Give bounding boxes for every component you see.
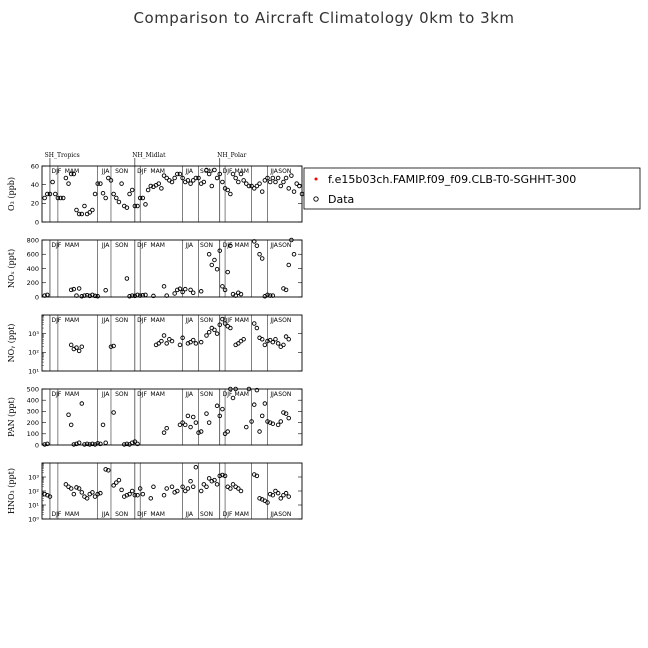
season-label: MAM	[64, 168, 80, 175]
data-point	[128, 192, 132, 196]
data-point	[67, 182, 71, 186]
season-label: SON	[200, 511, 214, 518]
season-label: DJF	[51, 391, 62, 398]
season-label: JJA	[101, 317, 110, 324]
data-point	[234, 176, 238, 180]
data-point	[260, 414, 264, 418]
data-point	[191, 415, 195, 419]
data-point	[191, 485, 195, 489]
data-point	[130, 489, 134, 493]
data-point	[210, 263, 214, 267]
season-label: DJF	[137, 511, 147, 518]
data-point	[178, 343, 182, 347]
y-axis-label: HNO₃ (ppt)	[7, 468, 16, 514]
data-point	[162, 493, 166, 497]
data-point	[226, 430, 230, 434]
season-label: MAM	[234, 391, 249, 398]
data-point	[282, 180, 286, 184]
data-point	[130, 188, 134, 192]
data-point	[242, 179, 246, 183]
region-label: SH_Tropics	[44, 152, 80, 159]
data-point	[191, 338, 195, 342]
data-point	[53, 192, 57, 196]
data-point	[215, 332, 219, 336]
season-label: JJA	[185, 511, 193, 518]
data-point	[199, 290, 203, 294]
data-point	[104, 441, 108, 445]
data-point	[252, 322, 256, 326]
panel-1	[7, 162, 304, 226]
data-point	[93, 192, 97, 196]
season-label: JJA	[270, 511, 278, 518]
data-point	[104, 196, 108, 200]
data-point	[287, 337, 291, 341]
data-point	[207, 330, 211, 334]
legend-data-label: Data	[328, 193, 355, 206]
data-point	[205, 334, 209, 338]
data-point	[69, 423, 73, 427]
data-point	[117, 478, 121, 482]
data-point	[229, 326, 233, 330]
data-point	[162, 431, 166, 435]
y-axis-label: PAN (ppt)	[7, 397, 16, 437]
data-point	[287, 416, 291, 420]
data-point	[205, 485, 209, 489]
y-tick-label: 600	[26, 250, 39, 259]
y-tick-label: 60	[30, 162, 39, 171]
data-point	[101, 423, 105, 427]
data-point	[287, 263, 291, 267]
season-label: DJF	[222, 511, 233, 518]
legend-model-label: f.e15b03ch.FAMIP.f09_f09.CLB-T0-SGHHT-300	[328, 173, 577, 186]
data-point	[215, 483, 219, 487]
data-point	[263, 343, 267, 347]
data-point	[120, 182, 124, 186]
data-point	[205, 412, 209, 416]
season-label: MAM	[150, 168, 165, 175]
season-label: DJF	[222, 168, 233, 175]
data-point	[51, 180, 55, 184]
y-tick-label: 20	[30, 199, 39, 208]
data-point	[141, 492, 145, 496]
data-point	[274, 337, 278, 341]
data-point	[189, 425, 193, 429]
data-point	[207, 252, 211, 256]
data-point	[77, 349, 81, 353]
data-point	[229, 192, 233, 196]
data-point	[160, 339, 164, 343]
legend-data-marker	[314, 197, 318, 201]
data-point	[43, 196, 47, 200]
y-axis-label: NOₓ (ppt)	[7, 248, 16, 289]
data-point	[207, 421, 211, 425]
y-tick-label: 10³	[28, 329, 39, 338]
data-point	[215, 267, 219, 271]
data-point	[125, 277, 129, 281]
season-label: SON	[115, 242, 129, 249]
data-point	[287, 187, 291, 191]
season-label: SON	[278, 317, 292, 324]
data-point	[239, 489, 243, 493]
season-label: MAM	[150, 242, 165, 249]
data-point	[189, 479, 193, 483]
data-point	[215, 404, 219, 408]
data-point	[77, 287, 81, 291]
season-label: JJA	[270, 317, 278, 324]
data-point	[80, 345, 84, 349]
season-label: MAM	[150, 511, 165, 518]
y-tick-label: 0	[34, 293, 39, 302]
data-point	[80, 402, 84, 406]
season-label: JJA	[101, 168, 110, 175]
data-point	[279, 497, 283, 501]
data-point	[199, 340, 203, 344]
data-point	[170, 485, 174, 489]
y-tick-label: 500	[26, 385, 39, 394]
data-point	[64, 176, 68, 180]
data-point	[112, 411, 116, 415]
data-point	[162, 334, 166, 338]
data-point	[165, 426, 169, 430]
season-label: SON	[278, 242, 292, 249]
season-label: DJF	[137, 317, 147, 324]
season-label: DJF	[51, 317, 62, 324]
data-point	[194, 421, 198, 425]
data-point	[183, 423, 187, 427]
data-point	[194, 342, 198, 346]
y-tick-label: 10¹	[28, 501, 39, 510]
season-label: SON	[200, 317, 214, 324]
data-point	[160, 187, 164, 191]
y-tick-label: 200	[26, 279, 39, 288]
season-label: SON	[115, 168, 129, 175]
data-point	[237, 180, 241, 184]
data-point	[263, 402, 267, 406]
season-label: JJA	[185, 168, 193, 175]
region-label: NH_Polar	[217, 152, 247, 159]
data-point	[117, 200, 121, 204]
data-point	[112, 192, 116, 196]
season-label: JJA	[270, 242, 278, 249]
season-label: DJF	[137, 168, 147, 175]
season-label: MAM	[234, 168, 249, 175]
y-tick-label: 300	[26, 407, 39, 416]
data-point	[255, 244, 259, 248]
data-point	[210, 184, 214, 188]
y-tick-label: 10²	[28, 487, 39, 496]
data-point	[213, 258, 217, 262]
season-label: MAM	[234, 317, 249, 324]
season-label: DJF	[51, 511, 62, 518]
season-label: MAM	[234, 511, 249, 518]
panel-4	[7, 385, 302, 449]
data-point	[183, 287, 187, 291]
data-point	[173, 176, 177, 180]
data-point	[101, 191, 105, 195]
legend-model-marker	[315, 178, 318, 181]
y-tick-label: 40	[30, 180, 39, 189]
season-label: MAM	[64, 391, 80, 398]
chart-title: Comparison to Aircraft Climatology 0km to 3km	[133, 9, 515, 27]
data-point	[255, 326, 259, 330]
season-label: MAM	[150, 317, 165, 324]
legend	[304, 168, 640, 209]
data-point	[221, 180, 225, 184]
data-point	[276, 176, 280, 180]
data-point	[260, 190, 264, 194]
y-tick-label: 0	[34, 218, 39, 227]
data-point	[72, 492, 76, 496]
data-point	[114, 196, 118, 200]
data-point	[276, 423, 280, 427]
data-point	[242, 337, 246, 341]
season-label: MAM	[64, 511, 80, 518]
y-tick-label: 10³	[28, 473, 39, 482]
y-tick-label: 10²	[28, 348, 39, 357]
data-point	[120, 488, 124, 492]
data-point	[173, 292, 177, 296]
data-point	[258, 182, 262, 186]
y-tick-label: 0	[34, 441, 39, 450]
panel-2	[7, 236, 302, 301]
data-point	[67, 413, 71, 417]
season-label: SON	[278, 511, 292, 518]
y-tick-label: 800	[26, 236, 39, 245]
panel-3	[7, 315, 302, 375]
data-point	[170, 339, 174, 343]
season-label: DJF	[137, 242, 147, 249]
data-point	[276, 491, 280, 495]
panels-group	[7, 152, 304, 523]
data-point	[260, 257, 264, 261]
data-point	[146, 188, 150, 192]
data-point	[252, 403, 256, 407]
data-point	[276, 342, 280, 346]
region-label: NH_Midlat	[132, 152, 166, 159]
season-label: SON	[278, 168, 292, 175]
data-point	[149, 497, 153, 501]
data-point	[186, 414, 190, 418]
season-label: MAM	[150, 391, 165, 398]
data-point	[274, 180, 278, 184]
season-label: SON	[115, 511, 129, 518]
y-tick-label: 400	[26, 396, 39, 405]
season-label: DJF	[137, 391, 147, 398]
data-point	[284, 491, 288, 495]
data-point	[290, 174, 294, 178]
y-tick-label: 400	[26, 264, 39, 273]
y-tick-label: 10¹	[28, 367, 39, 376]
season-label: DJF	[222, 242, 233, 249]
data-point	[258, 252, 262, 256]
data-point	[244, 425, 248, 429]
season-label: SON	[278, 391, 292, 398]
data-point	[226, 270, 230, 274]
season-label: JJA	[270, 391, 278, 398]
season-label: DJF	[222, 391, 233, 398]
data-point	[258, 430, 262, 434]
season-label: DJF	[51, 242, 62, 249]
data-point	[282, 343, 286, 347]
data-point	[91, 208, 95, 212]
data-point	[221, 407, 225, 411]
season-label: MAM	[64, 317, 80, 324]
data-point	[83, 204, 87, 208]
data-point	[279, 420, 283, 424]
season-label: JJA	[101, 242, 110, 249]
data-point	[213, 168, 217, 172]
data-point	[213, 328, 217, 332]
data-point	[194, 465, 198, 469]
data-point	[189, 182, 193, 186]
season-label: DJF	[222, 317, 233, 324]
season-label: MAM	[234, 242, 249, 249]
season-label: MAM	[64, 242, 80, 249]
data-point	[221, 285, 225, 289]
season-label: SON	[115, 317, 129, 324]
data-point	[152, 485, 156, 489]
season-label: JJA	[185, 317, 193, 324]
data-point	[268, 180, 272, 184]
data-point	[165, 487, 169, 491]
season-label: SON	[115, 391, 129, 398]
data-point	[144, 203, 148, 207]
y-tick-label: 10⁰	[28, 515, 39, 524]
data-point	[271, 176, 275, 180]
season-label: DJF	[51, 168, 62, 175]
data-point	[165, 342, 169, 346]
y-axis-label: NOᵧ (ppt)	[7, 323, 16, 363]
season-label: JJA	[185, 391, 193, 398]
data-point	[279, 184, 283, 188]
season-label: SON	[200, 242, 214, 249]
season-label: SON	[200, 168, 214, 175]
y-axis-label: O₃ (ppb)	[7, 177, 16, 211]
season-label: JJA	[101, 511, 110, 518]
data-point	[75, 208, 79, 212]
data-point	[191, 291, 195, 295]
data-point	[292, 252, 296, 256]
data-point	[199, 489, 203, 493]
data-point	[162, 285, 166, 289]
data-point	[104, 288, 108, 292]
season-label: JJA	[101, 391, 110, 398]
data-point	[215, 176, 219, 180]
data-point	[284, 176, 288, 180]
y-tick-label: 200	[26, 418, 39, 427]
season-label: JJA	[270, 168, 278, 175]
season-label: JJA	[185, 242, 193, 249]
data-point	[292, 190, 296, 194]
data-point	[69, 343, 73, 347]
panel-5	[7, 463, 302, 523]
y-tick-label: 100	[26, 430, 39, 439]
season-label: SON	[200, 391, 214, 398]
data-point	[80, 491, 84, 495]
data-point	[186, 487, 190, 491]
data-point	[287, 495, 291, 499]
